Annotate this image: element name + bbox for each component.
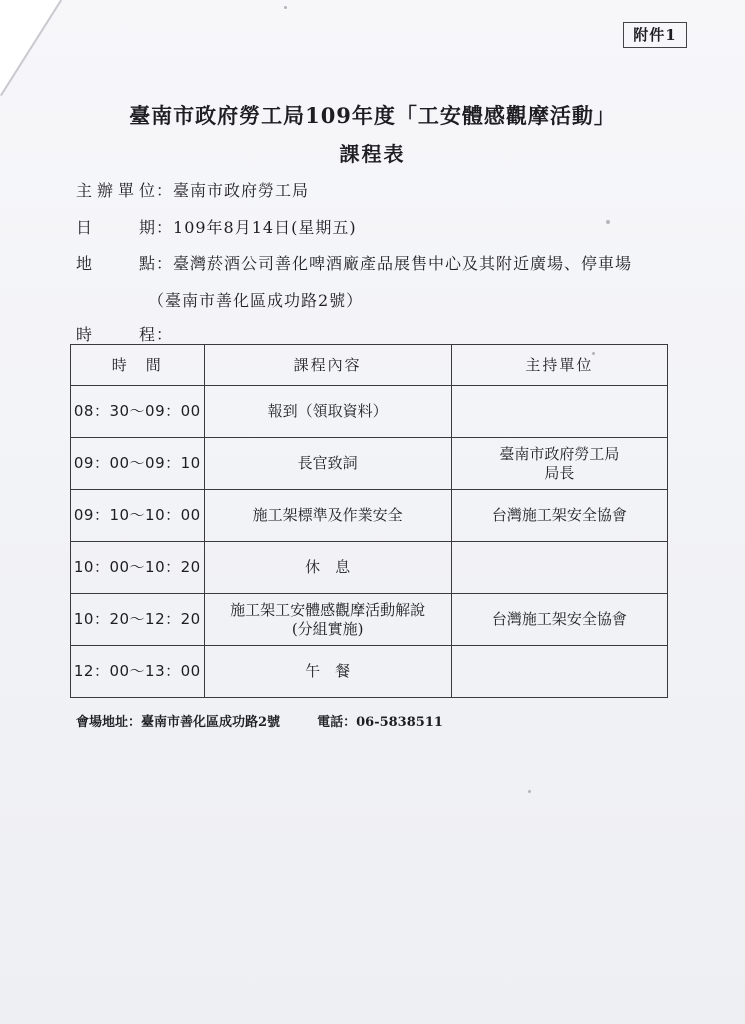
date-label: 日 期 — [76, 218, 156, 237]
paper-speck — [528, 790, 531, 793]
phone-number: 電話：06-5838511 — [317, 715, 443, 730]
organizer-label: 主辦單位 — [76, 181, 156, 200]
paper-speck — [284, 6, 287, 9]
row-host: 台灣施工架安全協會 — [451, 490, 667, 542]
row-time: 10：20～12：20 — [71, 594, 205, 646]
paper-speck — [592, 352, 595, 355]
document-title: 臺南市政府勞工局109年度「工安體感觀摩活動」 — [129, 103, 616, 128]
row-host — [451, 386, 667, 438]
location-value: 臺灣菸酒公司善化啤酒廠產品展售中心及其附近廣場、停車場 — [173, 254, 633, 273]
attachment-label: 附件1 — [623, 22, 687, 48]
colon: ： — [156, 218, 174, 237]
table-row — [71, 490, 668, 542]
header-host: 主持單位 — [451, 345, 667, 386]
table-header-row — [71, 345, 668, 386]
schedule-row — [76, 322, 173, 345]
table-row — [71, 386, 668, 438]
venue-address: 會場地址：臺南市善化區成功路2號 — [76, 715, 281, 730]
schedule-table — [70, 344, 668, 698]
colon: ： — [156, 254, 174, 273]
organizer-row — [76, 178, 309, 201]
row-content-line: 報到（領取資料） — [267, 402, 388, 420]
row-content — [204, 594, 451, 646]
row-time: 09：00～09：10 — [71, 438, 205, 490]
row-content: 休 息 — [204, 542, 451, 594]
row-content — [204, 386, 451, 438]
row-host-line2: 局長 — [544, 463, 575, 482]
row-host-line: 臺南市政府勞工局 — [499, 444, 620, 463]
table-row — [71, 594, 668, 646]
colon: ： — [156, 325, 174, 344]
header-content: 課程內容 — [204, 345, 451, 386]
row-content: 午 餐 — [204, 646, 451, 698]
row-content: 長官致詞 — [204, 438, 451, 490]
paper-speck — [606, 220, 610, 224]
row-time: 10：00～10：20 — [71, 542, 205, 594]
row-host — [451, 646, 667, 698]
location-address: （臺南市善化區成功路2號） — [148, 291, 364, 310]
location-label: 地 點 — [76, 254, 156, 273]
footer — [76, 711, 443, 730]
organizer-value: 臺南市政府勞工局 — [173, 181, 310, 200]
row-content: 施工架標準及作業安全 — [204, 490, 451, 542]
row-content-line: 施工架工安體感觀摩活動解說 — [230, 600, 426, 619]
location-row — [76, 251, 632, 274]
date-row — [76, 215, 357, 238]
table-row — [71, 438, 668, 490]
date-value: 109年8月14日(星期五) — [173, 218, 357, 237]
row-content-line2: (分組實施) — [291, 619, 364, 638]
document-subtitle: 課程表 — [339, 142, 406, 166]
table-row — [71, 646, 668, 698]
row-host: 台灣施工架安全協會 — [451, 594, 667, 646]
row-time: 08：30～09：00 — [71, 386, 205, 438]
header-time: 時 間 — [71, 345, 205, 386]
row-host — [451, 438, 667, 490]
row-host — [451, 542, 667, 594]
row-time: 12：00～13：00 — [71, 646, 205, 698]
row-time: 09：10～10：00 — [71, 490, 205, 542]
colon: ： — [156, 181, 174, 200]
schedule-label: 時 程 — [76, 325, 156, 344]
table-row — [71, 542, 668, 594]
